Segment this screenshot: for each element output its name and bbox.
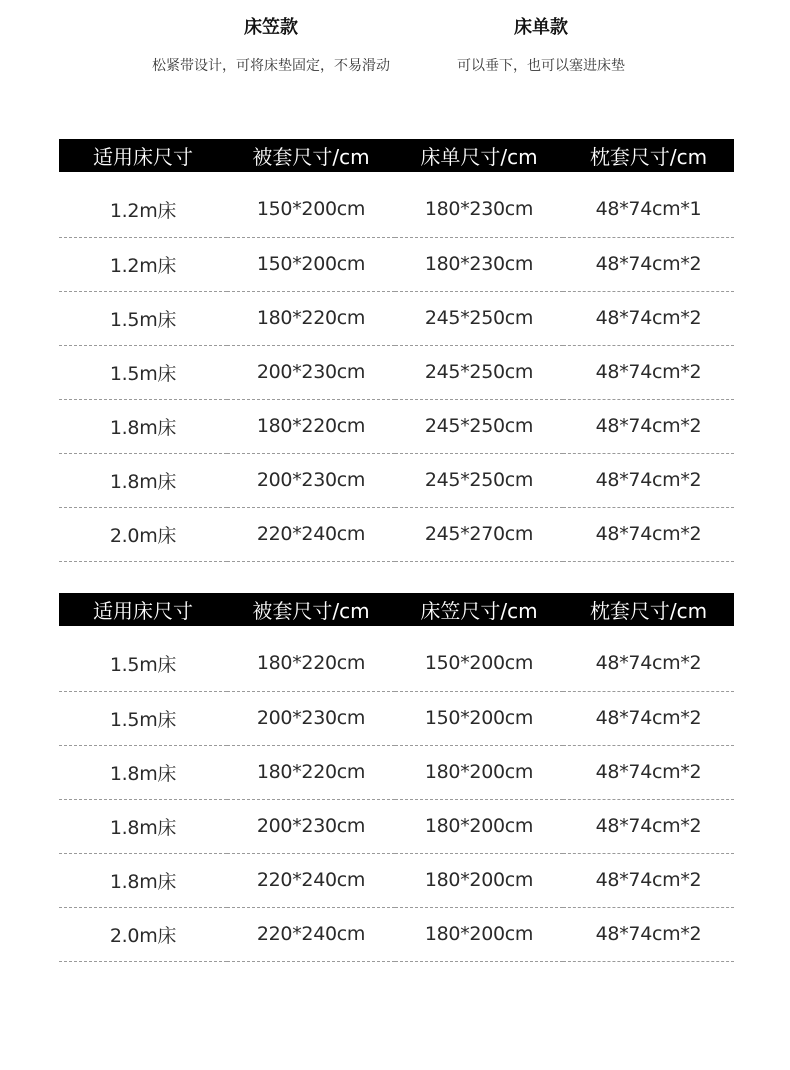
cell-bed-size: 2.0m床 (59, 907, 227, 961)
table-row (59, 345, 734, 399)
cell-bed-size: 1.8m床 (59, 399, 227, 453)
table-row (59, 799, 734, 853)
cell-sheet-size: 150*200cm (395, 691, 563, 745)
table-row (59, 291, 734, 345)
cell-pillowcase-size: 48*74cm*1 (563, 172, 734, 237)
cell-duvet-cover-size: 200*230cm (227, 799, 395, 853)
table-row (59, 691, 734, 745)
cell-sheet-size: 150*200cm (395, 626, 563, 691)
cell-duvet-cover-size: 180*220cm (227, 626, 395, 691)
cell-pillowcase-size: 48*74cm*2 (563, 691, 734, 745)
fitted-style-title: 床笠款 (244, 17, 298, 38)
cell-pillowcase-size: 48*74cm*2 (563, 453, 734, 507)
fitted-style-description: 松紧带设计，可将床垫固定，不易滑动 (152, 58, 390, 74)
cell-bed-size: 1.8m床 (59, 799, 227, 853)
cell-bed-size: 1.2m床 (59, 172, 227, 237)
cell-pillowcase-size: 48*74cm*2 (563, 345, 734, 399)
table-header-row (59, 593, 734, 626)
cell-sheet-size: 245*250cm (395, 345, 563, 399)
table-header (59, 139, 734, 172)
cell-bed-size: 1.5m床 (59, 691, 227, 745)
table-body (59, 626, 734, 961)
cell-duvet-cover-size: 220*240cm (227, 507, 395, 561)
fitted-style-info (126, 14, 416, 76)
cell-pillowcase-size: 48*74cm*2 (563, 237, 734, 291)
cell-pillowcase-size: 48*74cm*2 (563, 907, 734, 961)
cell-sheet-size: 245*250cm (395, 291, 563, 345)
column-header-sheet-size: 床笠尺寸/cm (395, 593, 563, 626)
column-header-duvet-cover-size: 被套尺寸/cm (227, 139, 395, 172)
cell-pillowcase-size: 48*74cm*2 (563, 507, 734, 561)
table-header (59, 593, 734, 626)
cell-bed-size: 1.5m床 (59, 626, 227, 691)
column-header-bed-size: 适用床尺寸 (59, 593, 227, 626)
cell-bed-size: 1.5m床 (59, 345, 227, 399)
cell-bed-size: 1.8m床 (59, 745, 227, 799)
cell-pillowcase-size: 48*74cm*2 (563, 799, 734, 853)
cell-duvet-cover-size: 220*240cm (227, 907, 395, 961)
table-row (59, 507, 734, 561)
cell-pillowcase-size: 48*74cm*2 (563, 399, 734, 453)
cell-sheet-size: 180*200cm (395, 853, 563, 907)
cell-sheet-size: 245*250cm (395, 453, 563, 507)
table-header-row (59, 139, 734, 172)
flat-style-description: 可以垂下，也可以塞进床垫 (457, 58, 625, 74)
cell-pillowcase-size: 48*74cm*2 (563, 745, 734, 799)
cell-duvet-cover-size: 220*240cm (227, 853, 395, 907)
table-row (59, 745, 734, 799)
cell-sheet-size: 245*270cm (395, 507, 563, 561)
cell-bed-size: 1.8m床 (59, 453, 227, 507)
flat-style-title: 床单款 (514, 17, 568, 38)
cell-duvet-cover-size: 180*220cm (227, 399, 395, 453)
cell-sheet-size: 180*230cm (395, 172, 563, 237)
cell-duvet-cover-size: 200*230cm (227, 345, 395, 399)
cell-sheet-size: 180*200cm (395, 799, 563, 853)
flat-style-info (436, 14, 646, 76)
flat-sheet-size-table (59, 139, 734, 562)
cell-sheet-size: 180*230cm (395, 237, 563, 291)
table-row (59, 399, 734, 453)
cell-duvet-cover-size: 150*200cm (227, 237, 395, 291)
cell-duvet-cover-size: 150*200cm (227, 172, 395, 237)
table-row (59, 453, 734, 507)
cell-pillowcase-size: 48*74cm*2 (563, 626, 734, 691)
fitted-sheet-size-table (59, 593, 734, 962)
cell-bed-size: 2.0m床 (59, 507, 227, 561)
table-body (59, 172, 734, 561)
table-row (59, 907, 734, 961)
cell-bed-size: 1.2m床 (59, 237, 227, 291)
cell-sheet-size: 180*200cm (395, 907, 563, 961)
style-intro (0, 14, 790, 84)
cell-sheet-size: 245*250cm (395, 399, 563, 453)
column-header-bed-size: 适用床尺寸 (59, 139, 227, 172)
table-row (59, 172, 734, 237)
cell-pillowcase-size: 48*74cm*2 (563, 291, 734, 345)
column-header-pillowcase-size: 枕套尺寸/cm (563, 139, 734, 172)
column-header-sheet-size: 床单尺寸/cm (395, 139, 563, 172)
cell-bed-size: 1.5m床 (59, 291, 227, 345)
cell-duvet-cover-size: 180*220cm (227, 745, 395, 799)
cell-bed-size: 1.8m床 (59, 853, 227, 907)
cell-sheet-size: 180*200cm (395, 745, 563, 799)
column-header-duvet-cover-size: 被套尺寸/cm (227, 593, 395, 626)
table-row (59, 626, 734, 691)
cell-duvet-cover-size: 180*220cm (227, 291, 395, 345)
table-row (59, 237, 734, 291)
cell-duvet-cover-size: 200*230cm (227, 453, 395, 507)
cell-pillowcase-size: 48*74cm*2 (563, 853, 734, 907)
column-header-pillowcase-size: 枕套尺寸/cm (563, 593, 734, 626)
cell-duvet-cover-size: 200*230cm (227, 691, 395, 745)
table-row (59, 853, 734, 907)
